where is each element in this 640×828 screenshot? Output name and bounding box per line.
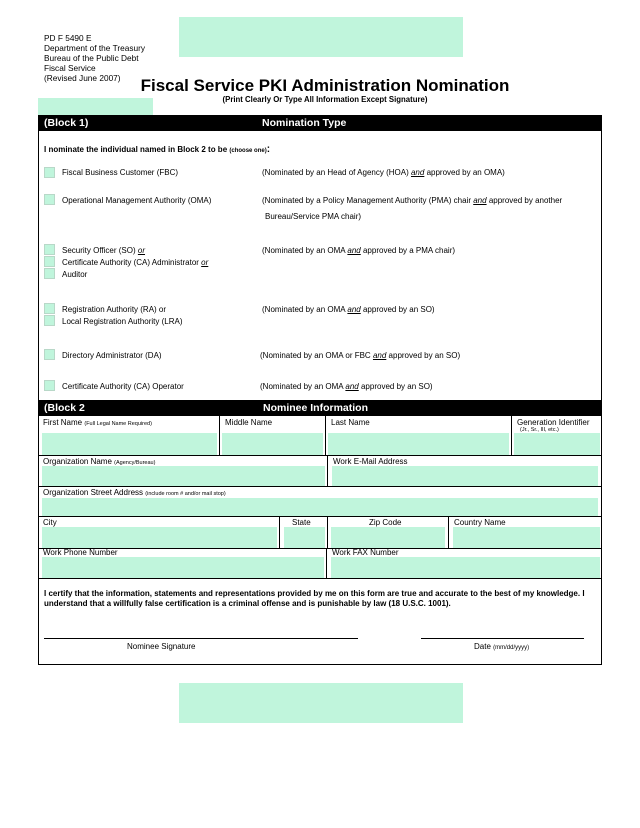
option-auditor-label: Auditor: [62, 270, 88, 279]
first-name-input[interactable]: [42, 433, 217, 455]
checkbox-lra[interactable]: [44, 315, 55, 326]
divider: [38, 516, 602, 517]
org-name-label: Organization Name (Agency/Bureau): [43, 457, 156, 466]
zip-label: Zip Code: [369, 518, 402, 527]
block1-label: (Block 1): [44, 117, 89, 129]
divider: [325, 416, 326, 456]
checkbox-oma[interactable]: [44, 194, 55, 205]
street-input[interactable]: [42, 498, 598, 516]
work-email-label: Work E-Mail Address: [333, 457, 408, 466]
page-subtitle: (Print Clearly Or Type All Information Except Signature): [222, 95, 428, 104]
block1-bar: [38, 115, 602, 131]
option-fbc-note: (Nominated by an Head of Agency (HOA) and approved by an OMA): [262, 168, 505, 177]
city-input[interactable]: [42, 527, 277, 548]
option-lra-label: Local Registration Authority (LRA): [62, 317, 183, 326]
checkbox-fbc[interactable]: [44, 167, 55, 178]
revised: (Revised June 2007): [44, 73, 121, 83]
block1-instruction: I nominate the individual named in Block 2 to be (choose one):: [44, 144, 271, 155]
divider: [327, 455, 328, 486]
street-label: Organization Street Address (include room # and/or mail stop): [43, 488, 226, 497]
option-fbc-label: Fiscal Business Customer (FBC): [62, 168, 179, 177]
checkbox-ca-operator[interactable]: [44, 380, 55, 391]
state-label: State: [292, 518, 311, 527]
option-so-note: (Nominated by an OMA and approved by a PMA chair): [262, 246, 456, 255]
generation-label: Generation Identifier (Jr., Sr., III, etc.): [517, 418, 590, 433]
last-name-label: Last Name: [331, 418, 370, 427]
checkbox-ra[interactable]: [44, 303, 55, 314]
signature-label: Nominee Signature: [127, 642, 196, 651]
block2-heading: Nominee Information: [263, 402, 369, 414]
org-name-input[interactable]: [42, 466, 325, 486]
last-name-input[interactable]: [328, 433, 509, 455]
divider: [327, 516, 328, 548]
first-name-label: First Name (Full Legal Name Required): [43, 418, 152, 427]
signature-line[interactable]: [44, 638, 358, 639]
checkbox-auditor[interactable]: [44, 268, 55, 279]
option-ca-admin-label: Certificate Authority (CA) Administrator or: [62, 258, 209, 267]
country-label: Country Name: [454, 518, 506, 527]
divider: [511, 416, 512, 456]
block1-heading: Nomination Type: [262, 117, 347, 129]
phone-label: Work Phone Number: [43, 548, 118, 557]
option-oma-note-line2: Bureau/Service PMA chair): [265, 212, 362, 221]
divider: [448, 516, 449, 548]
phone-input[interactable]: [42, 557, 324, 578]
option-oma-label: Operational Management Authority (OMA): [62, 196, 212, 205]
option-ra-note: (Nominated by an OMA and approved by an SO): [262, 305, 435, 314]
block2-label: (Block 2: [44, 402, 85, 414]
checkbox-ca-admin[interactable]: [44, 256, 55, 267]
fax-input[interactable]: [331, 557, 600, 578]
divider: [326, 548, 327, 578]
option-ca-operator-note: (Nominated by an OMA and approved by an SO): [260, 382, 433, 391]
form-number: PD F 5490 E: [44, 33, 92, 43]
page-title: Fiscal Service PKI Administration Nomination: [140, 76, 510, 95]
middle-name-label: Middle Name: [225, 418, 273, 427]
option-ra-label: Registration Authority (RA) or: [62, 305, 167, 314]
divider: [279, 516, 280, 548]
divider: [38, 486, 602, 487]
city-label: City: [43, 518, 57, 527]
divider: [38, 455, 602, 456]
service: Fiscal Service: [44, 63, 96, 73]
option-ca-operator-label: Certificate Authority (CA) Operator: [62, 382, 184, 391]
work-email-input[interactable]: [332, 466, 598, 486]
option-da-note: (Nominated by an OMA or FBC and approved by an SO): [260, 351, 461, 360]
bureau: Bureau of the Public Debt: [44, 53, 139, 63]
country-input[interactable]: [453, 527, 600, 548]
generation-input[interactable]: [514, 433, 600, 455]
department: Department of the Treasury: [44, 43, 145, 53]
date-label: Date (mm/dd/yyyy): [474, 642, 530, 651]
checkbox-so[interactable]: [44, 244, 55, 255]
divider: [38, 578, 602, 579]
divider: [38, 548, 602, 549]
certification-text: I certify that the information, statements and representations provided by me on this form are true and accurate to the best of my knowledge. I understand that a willfully false certification is a criminal offense and is punishable by law (18 U.S.C. 1001).: [44, 589, 585, 608]
bottom-fill-field[interactable]: [179, 683, 463, 723]
fax-label: Work FAX Number: [332, 548, 399, 557]
zip-input[interactable]: [331, 527, 445, 548]
option-so-label: Security Officer (SO) or: [62, 246, 146, 255]
option-oma-note: (Nominated by a Policy Management Authority (PMA) chair and approved by another: [262, 196, 563, 205]
block2-bar: [38, 400, 602, 416]
option-da-label: Directory Administrator (DA): [62, 351, 162, 360]
top-fill-field[interactable]: [179, 17, 463, 57]
divider: [219, 416, 220, 456]
date-line[interactable]: [421, 638, 584, 639]
state-input[interactable]: [284, 527, 325, 548]
middle-name-input[interactable]: [222, 433, 323, 455]
checkbox-da[interactable]: [44, 349, 55, 360]
